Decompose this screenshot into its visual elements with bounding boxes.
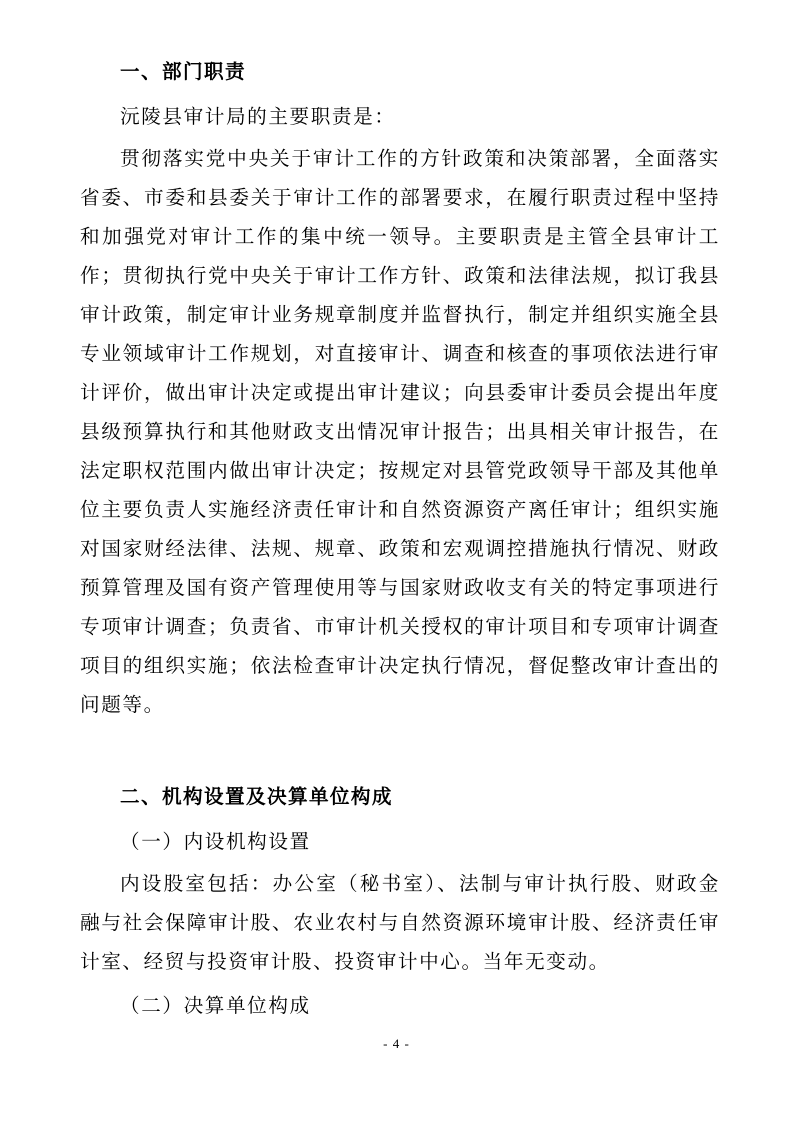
internal-structure-body: 内设股室包括：办公室（秘书室）、法制与审计执行股、财政金融与社会保障审计股、农业农村与自然资源环境审计股、经济责任审计室、经贸与投资审计股、投资审计中心。当年无变动。 (80, 872, 720, 973)
page-number: - 4 - (383, 1036, 410, 1051)
subheading-internal-structure: （一）内设机构设置 (120, 830, 311, 853)
section-heading-duties: 一、部门职责 (120, 60, 246, 83)
section-heading-structure: 二、机构设置及决算单位构成 (120, 785, 393, 808)
duties-intro: 沅陵县审计局的主要职责是： (120, 105, 396, 128)
subheading-accounting-units: （二）决算单位构成 (120, 994, 311, 1017)
duties-body: 贯彻落实党中央关于审计工作的方针政策和决策部署，全面落实省委、市委和县委关于审计工作的部署要求，在履行职责过程中坚持和加强党对审计工作的集中统一领导。主要职责是主管全县审计工作；贯彻执行党中央关于审计工作方针、政策和法律法规，拟订我县审计政策，制定审计业务规章制度并监督执行，制定并组织实施全县专业领域审计工作规划，对直接审计、调查和核查的事项依法进行审计评价，做出审计决定或提出审计建议；向县委审计委员会提出年度县级预算执行和其他财政支出情况审计报告；出具相关审计报告，在法定职权范围内做出审计决定；按规定对县管党政领导干部及其他单位主要负责人实施经济责任审计和自然资源资产离任审计；组织实施对国家财经法律、法规、规章、政策和宏观调控措施执行情况、财政预算管理及国有资产管理使用等与国家财政收支有关的特定事项进行专项审计调查；负责省、市审计机关授权的审计项目和专项审计调查项目的组织实施；依法检查审计决定执行情况，督促整改审计查出的问题等。 (80, 147, 720, 716)
